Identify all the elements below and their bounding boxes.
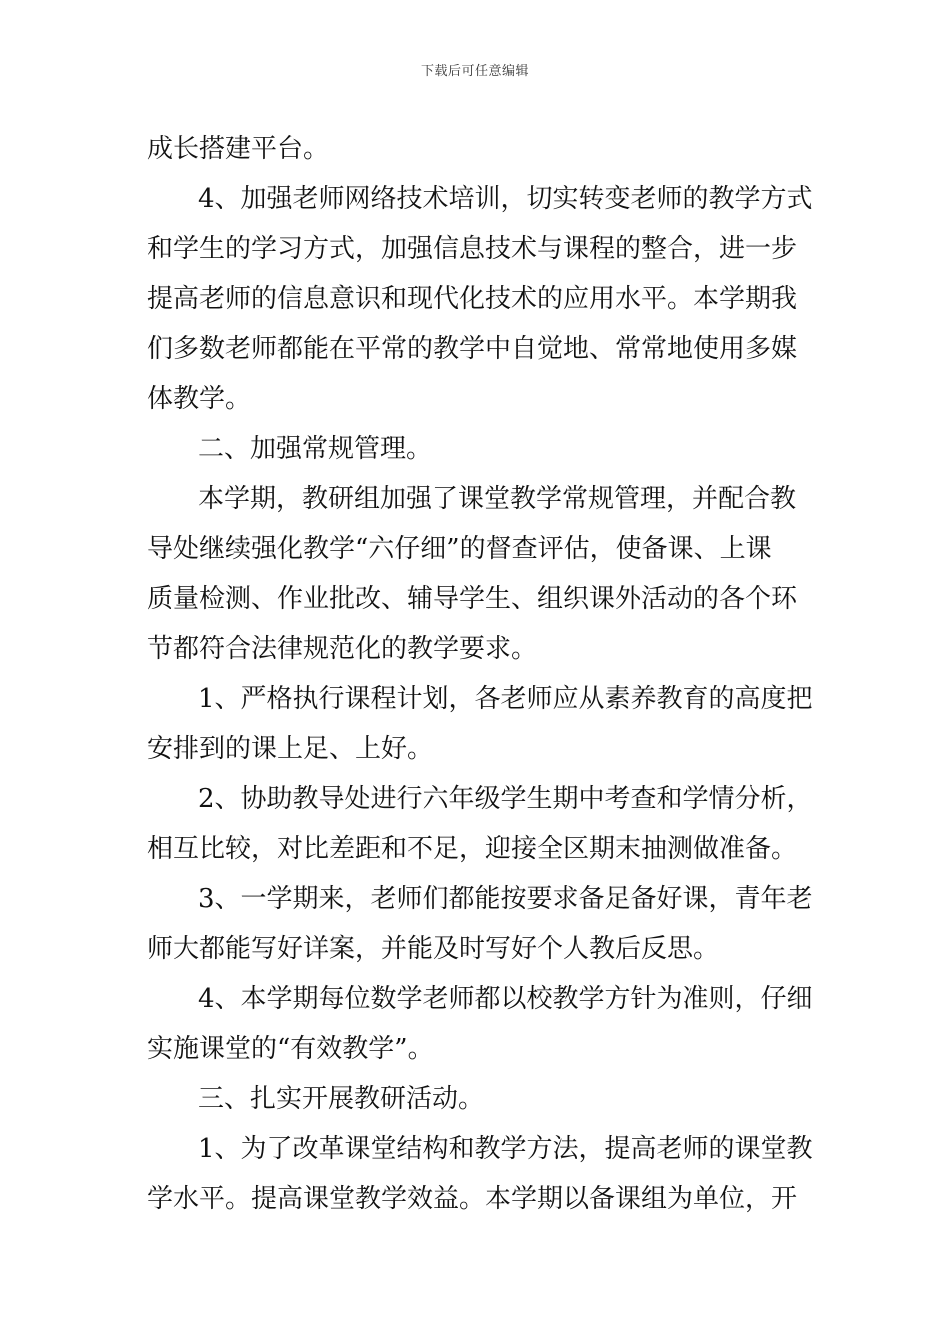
text-line: 导处继续强化教学“六仔细”的督查评估，使备课、上课 [147,534,772,564]
text-line: 本学期，教研组加强了课堂教学常规管理，并配合教 [198,484,797,514]
text-line: 4、加强老师网络技术培训，切实转变老师的教学方式 [198,184,813,214]
text-line: 们多数老师都能在平常的教学中自觉地、常常地使用多媒 [147,334,798,364]
text-line: 节都符合法律规范化的教学要求。 [147,634,538,664]
text-line: 相互比较，对比差距和不足，迎接全区期末抽测做准备。 [147,834,798,864]
text-line: 安排到的课上足、上好。 [147,734,434,764]
section-heading: 二、加强常规管理。 [198,434,433,464]
section-heading: 三、扎实开展教研活动。 [198,1084,485,1114]
text-line: 师大都能写好详案，并能及时写好个人教后反思。 [147,934,720,964]
text-line: 和学生的学习方式，加强信息技术与课程的整合，进一步 [147,234,798,264]
text-line: 1、严格执行课程计划，各老师应从素养教育的高度把 [198,684,813,714]
text-line: 实施课堂的“有效教学”。 [147,1034,434,1064]
text-line: 成长搭建平台。 [147,134,330,164]
text-line: 1、为了改革课堂结构和教学方法，提高老师的课堂教 [198,1134,813,1164]
text-line: 质量检测、作业批改、辅导学生、组织课外活动的各个环 [147,584,798,614]
text-line: 2、协助教导处进行六年级学生期中考查和学情分析， [198,784,813,814]
page-header: 下载后可任意编辑 [420,64,529,79]
text-line: 体教学。 [147,384,252,414]
text-line: 3、一学期来，老师们都能按要求备足备好课，青年老 [198,884,813,914]
text-line: 提高老师的信息意识和现代化技术的应用水平。本学期我 [147,284,798,314]
text-line: 4、本学期每位数学老师都以校教学方针为准则，仔细 [198,984,813,1014]
text-line: 学水平。提高课堂教学效益。本学期以备课组为单位，开 [147,1184,798,1214]
